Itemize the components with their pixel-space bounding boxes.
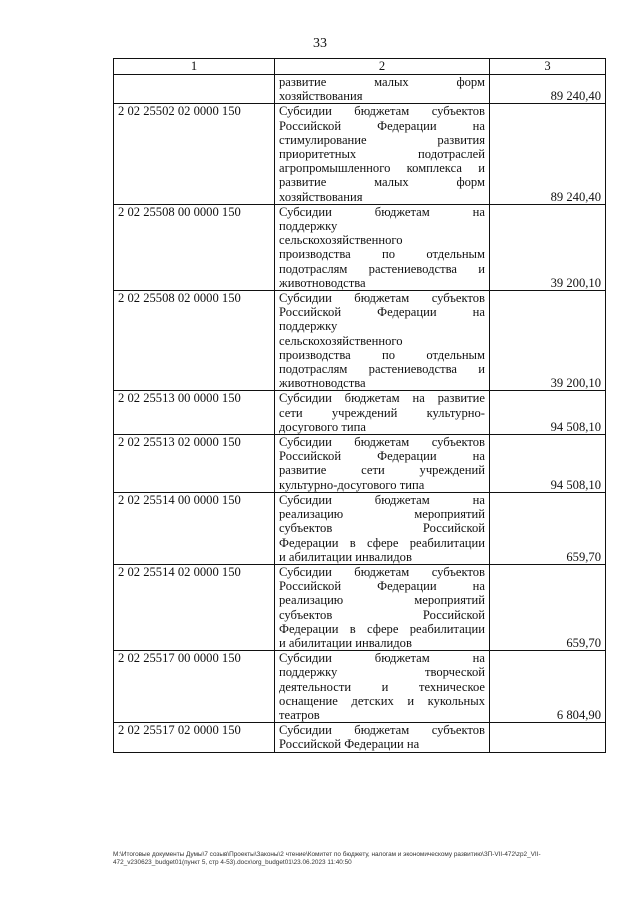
amount-cell: 89 240,40: [490, 75, 606, 104]
budget-code-cell: 2 02 25502 02 0000 150: [114, 104, 275, 204]
table-row: [114, 291, 606, 391]
description-line: Федерации в сфере реабилитации: [279, 535, 485, 550]
table-row: [114, 104, 606, 204]
description-line: хозяйствования: [279, 189, 363, 204]
description-line: Российской Федерации на: [279, 118, 485, 133]
column-header-3: 3: [490, 59, 606, 75]
description-line: деятельности и техническое: [279, 679, 485, 694]
description-line: развитие сети учреждений: [279, 463, 485, 478]
description-line: Российской Федерации на: [279, 737, 420, 752]
amount-cell: 89 240,40: [490, 104, 606, 204]
description-line: Субсидии бюджетам на: [279, 651, 485, 666]
column-header-2: 2: [275, 59, 490, 75]
budget-table: [113, 58, 606, 753]
table-row: [114, 564, 606, 650]
footer-path-line-2: 472_v230623_budget01(пункт 5, стр 4-53).docx\org_budget01\23.06.2023 11:40:50: [113, 859, 352, 867]
description-cell: [275, 651, 490, 723]
description-line: Субсидии бюджетам на развитие: [279, 391, 485, 406]
description-line: субъектов Российской: [279, 521, 485, 536]
description-line: и абилитации инвалидов: [279, 549, 412, 564]
table-row: [114, 723, 606, 752]
description-cell: [275, 204, 490, 290]
budget-code-cell: 2 02 25517 00 0000 150: [114, 651, 275, 723]
description-line: Субсидии бюджетам субъектов: [279, 291, 485, 306]
table-header-row: [114, 59, 606, 75]
description-line: поддержку творческой: [279, 665, 485, 680]
description-line: Субсидии бюджетам субъектов: [279, 104, 485, 119]
table-body: [114, 75, 606, 753]
description-cell: [275, 391, 490, 435]
description-line: реализацию мероприятий: [279, 593, 485, 608]
table-row: [114, 651, 606, 723]
amount-cell: [490, 723, 606, 752]
amount-cell: 94 508,10: [490, 435, 606, 493]
description-line: оснащение детских и кукольных: [279, 693, 485, 708]
budget-code-cell: [114, 75, 275, 104]
description-line: поддержку: [279, 219, 338, 234]
table-row: [114, 75, 606, 104]
description-line: развитие малых форм: [279, 175, 485, 190]
description-line: подотраслям растениеводства и: [279, 261, 485, 276]
description-line: досугового типа: [279, 419, 366, 434]
description-line: подотраслям растениеводства и: [279, 362, 485, 377]
description-line: субъектов Российской: [279, 607, 485, 622]
description-cell: [275, 75, 490, 104]
description-cell: [275, 291, 490, 391]
description-line: Российской Федерации на: [279, 579, 485, 594]
description-line: и абилитации инвалидов: [279, 635, 412, 650]
budget-code-cell: 2 02 25514 00 0000 150: [114, 492, 275, 564]
amount-cell: 39 200,10: [490, 204, 606, 290]
table-row: [114, 492, 606, 564]
amount-cell: 39 200,10: [490, 291, 606, 391]
amount-cell: 659,70: [490, 492, 606, 564]
amount-cell: 94 508,10: [490, 391, 606, 435]
description-line: театров: [279, 707, 320, 722]
amount-cell: 6 804,90: [490, 651, 606, 723]
description-line: сельскохозяйственного: [279, 233, 403, 248]
budget-code-cell: 2 02 25508 02 0000 150: [114, 291, 275, 391]
table-row: [114, 435, 606, 493]
budget-code-cell: 2 02 25513 00 0000 150: [114, 391, 275, 435]
budget-code-cell: 2 02 25517 02 0000 150: [114, 723, 275, 752]
description-line: животноводства: [279, 275, 366, 290]
description-line: агропромышленного комплекса и: [279, 161, 485, 176]
description-cell: [275, 492, 490, 564]
page-number: 33: [313, 36, 327, 51]
description-line: культурно-досугового типа: [279, 477, 425, 492]
description-line: производства по отдельным: [279, 247, 485, 262]
budget-code-cell: 2 02 25513 02 0000 150: [114, 435, 275, 493]
description-cell: [275, 104, 490, 204]
description-line: Российской Федерации на: [279, 449, 485, 464]
description-line: стимулирование развития: [279, 132, 485, 147]
description-line: Субсидии бюджетам на: [279, 492, 485, 507]
amount-cell: 659,70: [490, 564, 606, 650]
document-path-footer: [113, 851, 608, 867]
description-line: реализацию мероприятий: [279, 507, 485, 522]
description-line: Субсидии бюджетам на: [279, 204, 485, 219]
description-line: сети учреждений культурно-: [279, 405, 485, 420]
description-line: развитие малых форм: [279, 75, 485, 89]
description-line: Субсидии бюджетам субъектов: [279, 723, 485, 738]
description-cell: [275, 723, 490, 752]
description-line: животноводства: [279, 376, 366, 391]
description-cell: [275, 564, 490, 650]
footer-path-line-1: M:\Итоговые документы Думы\7 созыв\Проекты\Законы\2 чтение\Комитет по бюджету, налогам и экономическому развитию\ЗП-VII-472\zp2_VII-: [113, 851, 541, 858]
budget-code-cell: 2 02 25514 02 0000 150: [114, 564, 275, 650]
table-row: [114, 204, 606, 290]
description-line: поддержку: [279, 319, 338, 334]
description-line: Субсидии бюджетам субъектов: [279, 435, 485, 450]
description-line: приоритетных подотраслей: [279, 147, 485, 162]
description-line: сельскохозяйственного: [279, 333, 403, 348]
description-line: Российской Федерации на: [279, 305, 485, 320]
budget-code-cell: 2 02 25508 00 0000 150: [114, 204, 275, 290]
description-line: Субсидии бюджетам субъектов: [279, 564, 485, 579]
description-line: Федерации в сфере реабилитации: [279, 621, 485, 636]
description-line: производства по отдельным: [279, 347, 485, 362]
column-header-1: 1: [114, 59, 275, 75]
description-line: хозяйствования: [279, 89, 363, 104]
table-row: [114, 391, 606, 435]
description-cell: [275, 435, 490, 493]
